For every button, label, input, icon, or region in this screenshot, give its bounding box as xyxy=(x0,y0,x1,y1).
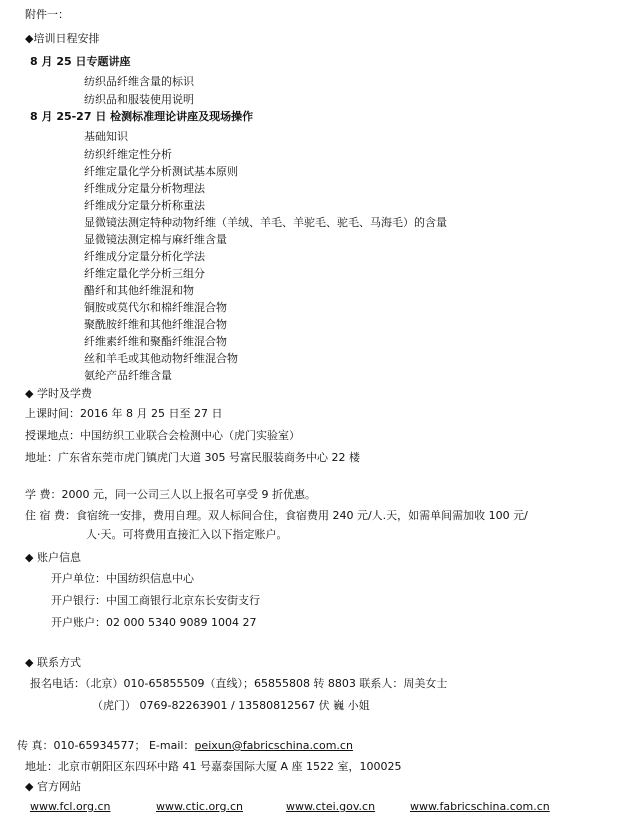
class-place: 授课地点：中国纺织工业联合会检测中心（虎门实验室） xyxy=(25,429,300,442)
fax-label: 传 真：010-65934577； E-mail： xyxy=(17,739,195,752)
attachment-label: 附件一： xyxy=(25,8,69,21)
website-link[interactable]: www.fcl.org.cn xyxy=(30,800,111,813)
contact-heading: ◆ 联系方式 xyxy=(25,656,81,669)
day2-item: 纤维成分定量分析化学法 xyxy=(84,250,205,263)
contact-phone: 报名电话：（北京）010-65855509（直线）；65855808 转 8803 联系人：周美女士 xyxy=(30,677,448,690)
day2-item: 醋纤和其他纤维混和物 xyxy=(84,284,194,297)
contact-address: 地址：北京市朝阳区东四环中路 41 号嘉泰国际大厦 A 座 1522 室，100025 xyxy=(25,760,402,773)
day2-item: 显微镜法测定特种动物纤维（羊绒、羊毛、羊驼毛、驼毛、马海毛）的含量 xyxy=(84,216,447,229)
email-link[interactable]: peixun@fabricschina.com.cn xyxy=(194,739,353,752)
day2-item: 纤维成分定量分析称重法 xyxy=(84,199,205,212)
account-heading: ◆ 账户信息 xyxy=(25,551,81,564)
day2-item: 纺织纤维定性分析 xyxy=(84,148,172,161)
lodging-fee: 住 宿 费：食宿统一安排，费用自理。双人标间合住，食宿费用 240 元/人.天，如需单间需加收 100 元/ xyxy=(25,509,528,522)
website-link[interactable]: www.fabricschina.com.cn xyxy=(410,800,550,813)
day2-item: 聚酰胺纤维和其他纤维混合物 xyxy=(84,318,227,331)
day2-item: 氨纶产品纤维含量 xyxy=(84,369,172,382)
website-link[interactable]: www.ctei.gov.cn xyxy=(286,800,376,813)
fax-email-row xyxy=(17,739,353,753)
schedule-heading: ◆培训日程安排 xyxy=(25,32,100,45)
website-link[interactable]: www.ctic.org.cn xyxy=(156,800,243,813)
class-time: 上课时间：2016 年 8 月 25 日至 27 日 xyxy=(25,407,223,420)
day2-item: 纤维素纤维和聚酯纤维混合物 xyxy=(84,335,227,348)
class-address: 地址：广东省东莞市虎门镇虎门大道 305 号富民服装商务中心 22 楼 xyxy=(25,451,360,464)
lodging-fee-cont: 人·天。可将费用直接汇入以下指定账户。 xyxy=(86,528,288,541)
account-unit: 开户单位：中国纺织信息中心 xyxy=(51,572,194,585)
account-number: 开户账户：02 000 5340 9089 1004 27 xyxy=(51,616,257,629)
day2-item: 纤维成分定量分析物理法 xyxy=(84,182,205,195)
day1-item: 纺织品纤维含量的标识 xyxy=(84,75,194,88)
day2-item: 纤维定量化学分析三组分 xyxy=(84,267,205,280)
websites-heading: ◆ 官方网站 xyxy=(25,780,81,793)
account-bank: 开户银行：中国工商银行北京东长安街支行 xyxy=(51,594,260,607)
day2-item: 基础知识 xyxy=(84,130,128,143)
day1-item: 纺织品和服装使用说明 xyxy=(84,93,194,106)
study-heading: ◆ 学时及学费 xyxy=(25,387,92,400)
day2-item: 显微镜法测定棉与麻纤维含量 xyxy=(84,233,227,246)
contact-phone-humen: （虎门） 0769-82263901 / 13580812567 伏 巍 小姐 xyxy=(92,699,370,712)
day2-item: 纤维定量化学分析测试基本原则 xyxy=(84,165,238,178)
tuition-fee: 学 费：2000 元，同一公司三人以上报名可享受 9 折优惠。 xyxy=(25,488,316,501)
day2-title: 8 月 25-27 日 检测标准理论讲座及现场操作 xyxy=(30,110,254,123)
day1-title: 8 月 25 日专题讲座 xyxy=(30,55,131,68)
day2-item: 丝和羊毛或其他动物纤维混合物 xyxy=(84,352,238,365)
day2-item: 铜胺或莫代尔和棉纤维混合物 xyxy=(84,301,227,314)
